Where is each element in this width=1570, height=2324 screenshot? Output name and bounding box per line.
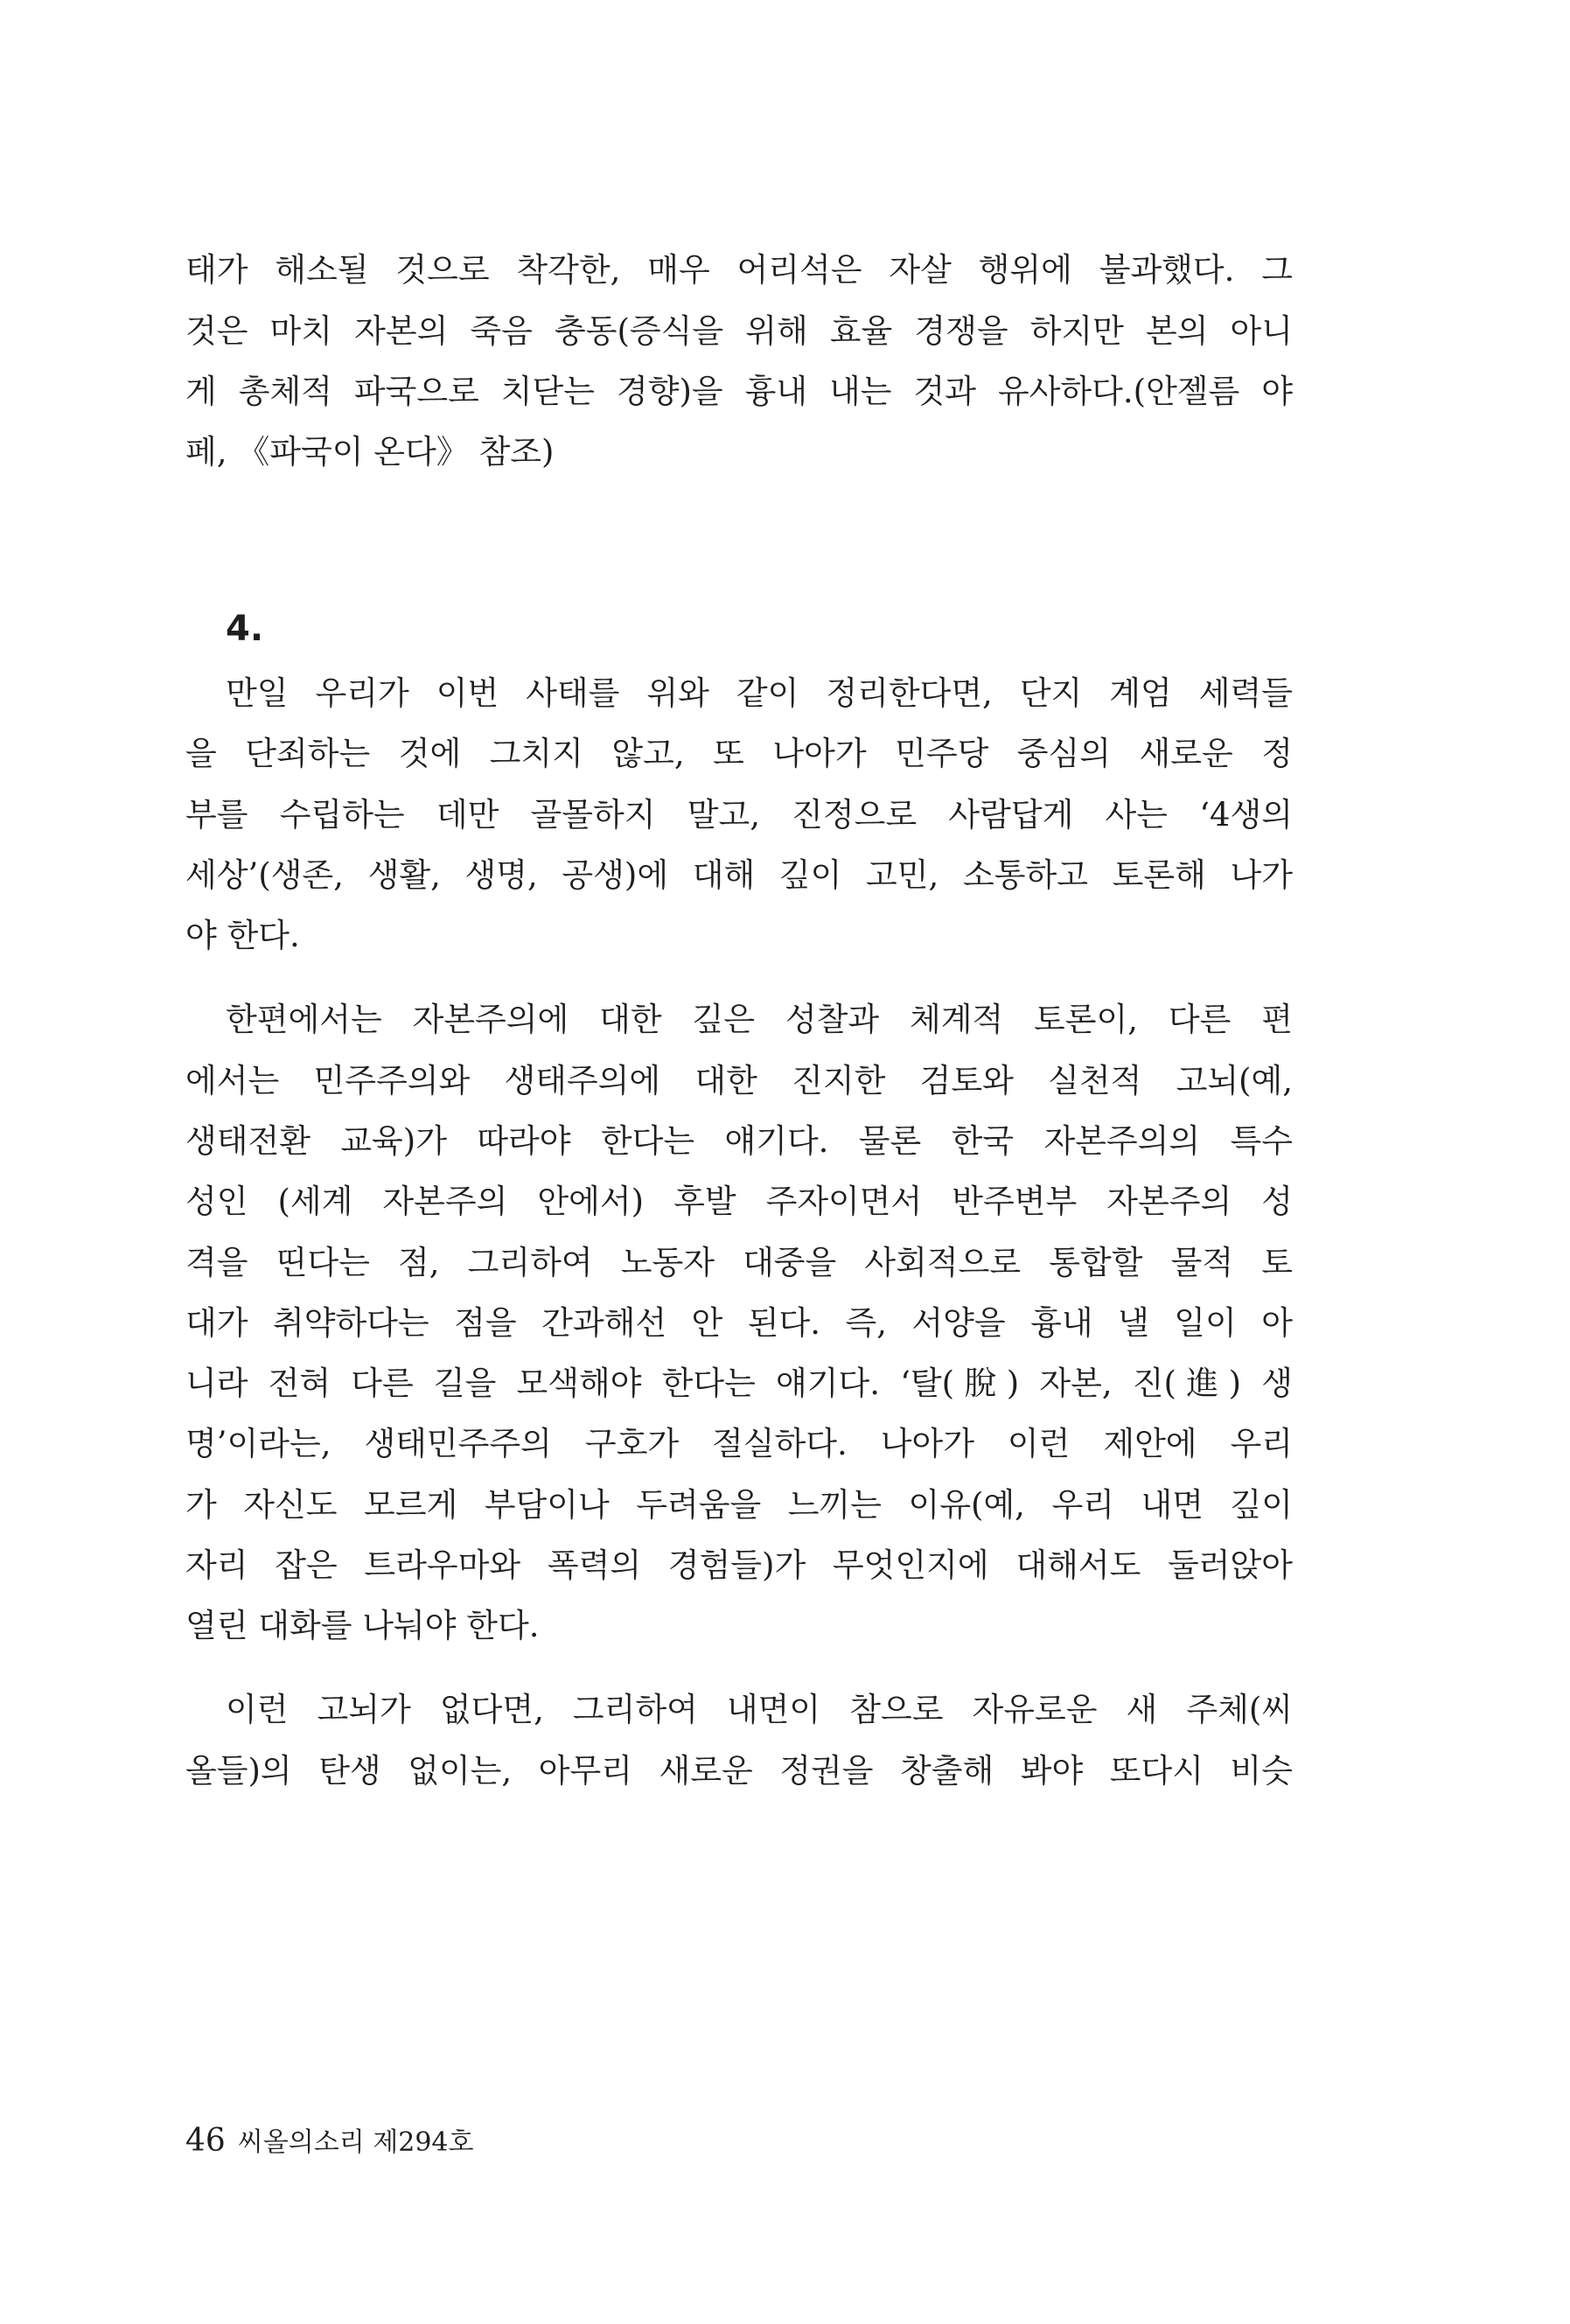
intro-line-4: 페, 《파국이 온다》 참조) — [185, 433, 555, 471]
page-footer — [185, 2124, 473, 2160]
paragraph-2-line-10: 자리 잡은 트라우마와 폭력의 경험들)가 무엇인지에 대해서도 둘러앉아 — [185, 1546, 1293, 1584]
paragraph-1-line-2: 을 단죄하는 것에 그치지 않고, 또 나아가 민주당 중심의 새로운 정 — [185, 735, 1293, 772]
section-heading: 4. — [226, 609, 264, 649]
publication-name: 씨올의소리 제294호 — [237, 2127, 474, 2158]
paragraph-2-line-9: 가 자신도 모르게 부담이나 두려움을 느끼는 이유(예, 우리 내면 깊이 — [185, 1486, 1293, 1524]
paragraph-2-line-4: 성인 (세계 자본주의 안에서) 후발 주자이면서 반주변부 자본주의 성 — [185, 1183, 1293, 1220]
paragraph-2-line-8: 명’이라는, 생태민주주의 구호가 절실하다. 나아가 이런 제안에 우리 — [185, 1425, 1293, 1462]
intro-line-2: 것은 마치 자본의 죽음 충동(증식을 위해 효율 경쟁을 하지만 본의 아니 — [185, 312, 1293, 350]
paragraph-1-line-4: 세상’(생존, 생활, 생명, 공생)에 대해 깊이 고민, 소통하고 토론해 나가 — [185, 856, 1293, 894]
paragraph-1-line-1: 만일 우리가 이번 사태를 위와 같이 정리한다면, 단지 계엄 세력들 — [226, 674, 1293, 712]
paragraph-2-line-3: 생태전환 교육)가 따라야 한다는 얘기다. 물론 한국 자본주의의 특수 — [185, 1122, 1293, 1160]
paragraph-2-line-2: 에서는 민주주의와 생태주의에 대한 진지한 검토와 실천적 고뇌(예, — [185, 1062, 1293, 1099]
page-number: 46 — [185, 2123, 226, 2159]
intro-line-1: 태가 해소될 것으로 착각한, 매우 어리석은 자살 행위에 불과했다. 그 — [185, 251, 1293, 289]
paragraph-2-line-5: 격을 띤다는 점, 그리하여 노동자 대중을 사회적으로 통합할 물적 토 — [185, 1244, 1293, 1281]
paragraph-1-line-3: 부를 수립하는 데만 골몰하지 말고, 진정으로 사람답게 사는 ‘4생의 — [185, 796, 1293, 834]
paragraph-2-line-7: 니라 전혀 다른 길을 모색해야 한다는 얘기다. ‘탈(脫) 자본, 진(進) 생 — [185, 1364, 1293, 1402]
paragraph-3-line-2: 올들)의 탄생 없이는, 아무리 새로운 정권을 창출해 봐야 또다시 비슷 — [185, 1752, 1293, 1790]
paragraph-2-line-6: 대가 취약하다는 점을 간과해선 안 된다. 즉, 서양을 흉내 낼 일이 아 — [185, 1304, 1293, 1342]
paragraph-2-line-1: 한편에서는 자본주의에 대한 깊은 성찰과 체계적 토론이, 다른 편 — [226, 1001, 1293, 1038]
paragraph-2-line-11: 열린 대화를 나눠야 한다. — [185, 1607, 540, 1644]
paragraph-1-line-5: 야 한다. — [185, 917, 300, 954]
paragraph-3-line-1: 이런 고뇌가 없다면, 그리하여 내면이 참으로 자유로운 새 주체(씨 — [226, 1691, 1293, 1728]
intro-line-3: 게 총체적 파국으로 치닫는 경향)을 흉내 내는 것과 유사하다.(안젤름 야 — [185, 373, 1293, 410]
